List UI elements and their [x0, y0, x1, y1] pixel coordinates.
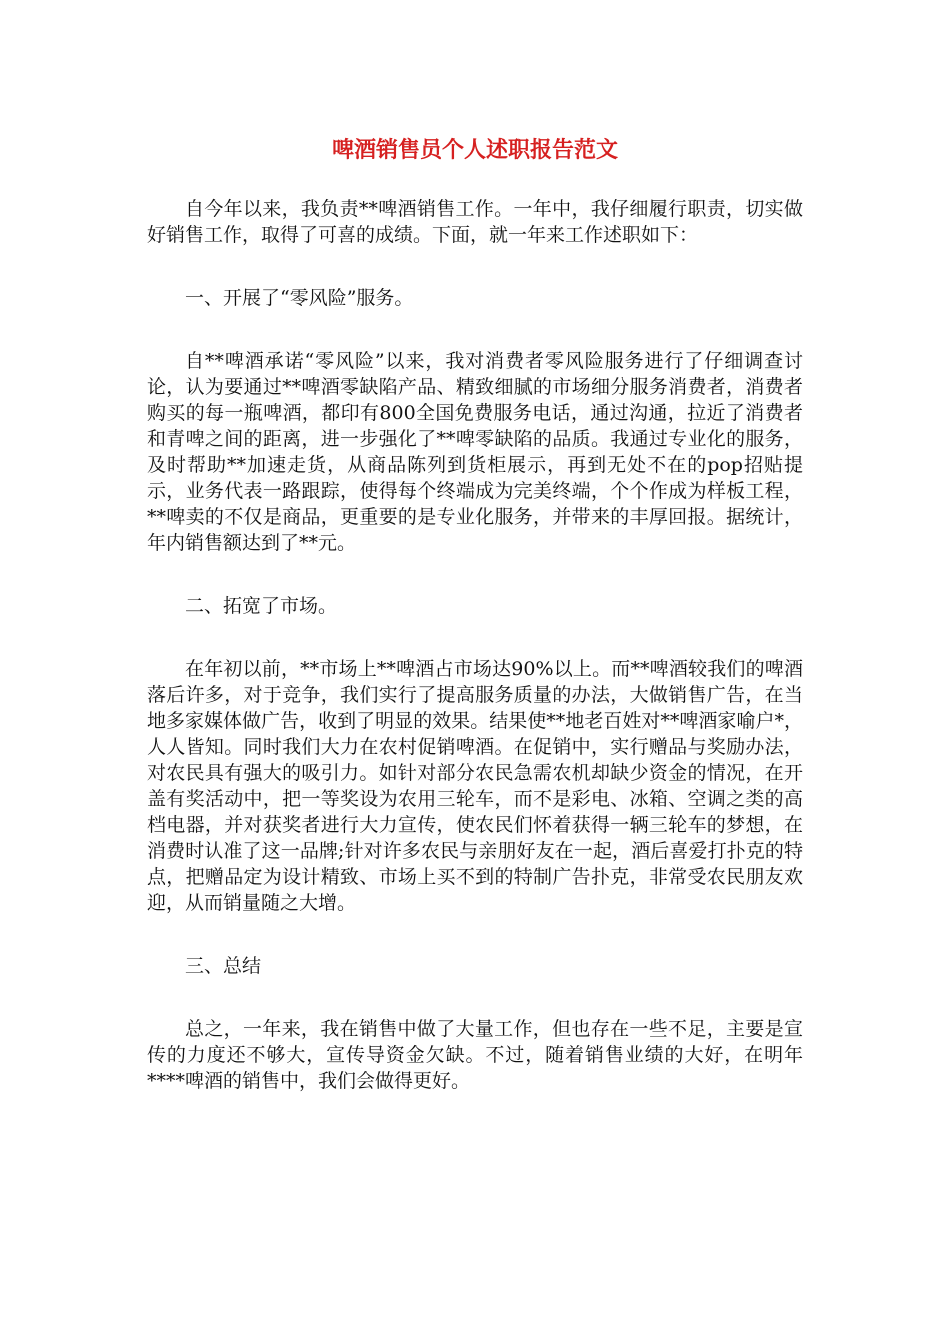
section-1-paragraph: 自**啤酒承诺“零风险”以来，我对消费者零风险服务进行了仔细调查讨论，认为要通过**啤酒零缺陷产品、精致细腻的市场细分服务消费者，消费者购买的每一瓶啤酒，都印有800全国免费服务电话，通过沟通，拉近了消费者和青啤之间的距离，进一步强化了**啤零缺陷的品质。我通过专业化的服务，及时帮助**加速走货，从商品陈列到货柜展示，再到无处不在的pop招贴提示，业务代表一路跟踪，使得每个终端成为完美终端，个个作成为样板工程，**啤卖的不仅是商品，更重要的是专业化服务，并带来的丰厚回报。据统计，年内销售额达到了**元。 [147, 350, 803, 554]
section-heading-3: 三、总结 [185, 955, 262, 977]
section-heading-1: 一、开展了“零风险”服务。 [185, 287, 414, 309]
document-body [147, 196, 803, 1094]
section-heading-2: 二、拓宽了市场。 [185, 595, 338, 617]
document-title: 啤酒销售员个人述职报告范文 [331, 138, 618, 163]
intro-paragraph: 自今年以来，我负责**啤酒销售工作。一年中，我仔细履行职责，切实做好销售工作，取得了可喜的成绩。下面，就一年来工作述职如下： [147, 198, 803, 246]
section-2-paragraph: 在年初以前，**市场上**啤酒占市场达90%以上。而**啤酒较我们的啤酒落后许多，对于竞争，我们实行了提高服务质量的办法，大做销售广告，在当地多家媒体做广告，收到了明显的效果。结果使**地老百姓对**啤酒家喻户*，人人皆知。同时我们大力在农村促销啤酒。在促销中，实行赠品与奖励办法，对农民具有强大的吸引力。如针对部分农民急需农机却缺少资金的情况，在开盖有奖活动中，把一等奖设为农用三轮车，而不是彩电、冰箱、空调之类的高档电器，并对获奖者进行大力宣传，使农民们怀着获得一辆三轮车的梦想，在消费时认准了这一品牌;针对许多农民与亲朋好友在一起，酒后喜爱打扑克的特点，把赠品定为设计精致、市场上买不到的特制广告扑克，非常受农民朋友欢迎，从而销量随之大增。 [147, 658, 803, 914]
conclusion-paragraph: 总之，一年来，我在销售中做了大量工作，但也存在一些不足，主要是宣传的力度还不够大，宣传导资金欠缺。不过，随着销售业绩的大好，在明年****啤酒的销售中，我们会做得更好。 [147, 1018, 803, 1092]
